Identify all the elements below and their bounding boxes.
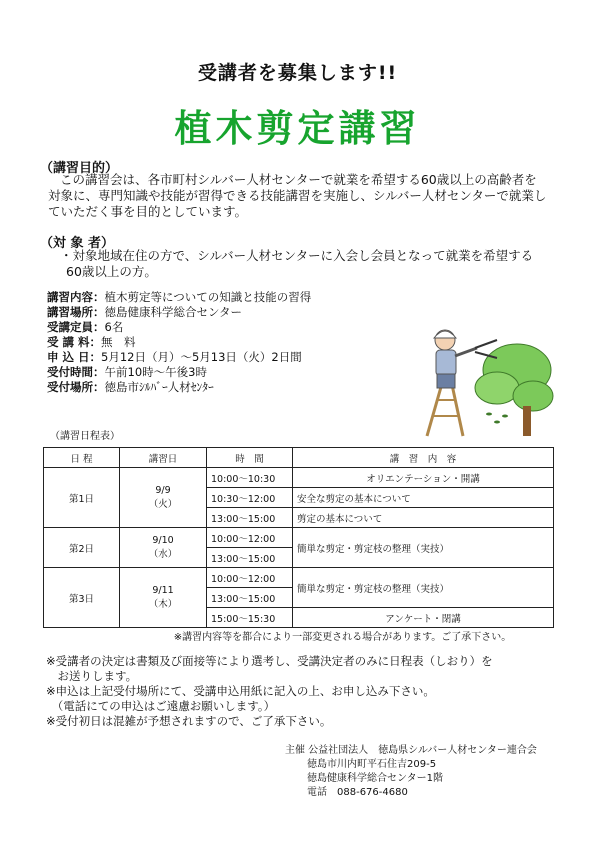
info-row-content: 講習内容：植木剪定等についての知識と技能の習得: [47, 290, 312, 304]
day-cell: 第3日: [44, 568, 120, 628]
table-row: [44, 528, 554, 548]
date-cell: 9/11 （木）: [120, 568, 207, 628]
info-row-reception: 受付場所：徳島市ｼﾙﾊﾞｰ人材ｾﾝﾀｰ: [47, 380, 214, 394]
time-cell: 13:00～15:00: [207, 548, 293, 568]
info-row-capacity: 受講定員：6名: [47, 320, 124, 334]
schedule-table: [43, 447, 554, 628]
info-row-hours: 受付時間：午前10時～午後3時: [47, 365, 207, 379]
time-cell: 10:00～10:30: [207, 468, 293, 488]
schedule-change-note: ※講習内容等を都合により一部変更される場合があります。ご了承下さい。: [173, 632, 512, 643]
time-cell: 10:00～12:00: [207, 528, 293, 548]
organizer-address: 徳島市川内町平石住吉209-5: [307, 759, 437, 770]
target-line-1: ・対象地域在住の方で、シルバー人材センターに入会し会員となって就業を希望する: [60, 248, 534, 263]
purpose-line-3: ていただく事を目的としています。: [48, 204, 248, 219]
header-content: 講 習 内 容: [293, 448, 554, 468]
target-heading: （対 象 者）: [40, 236, 115, 251]
info-row-place: 講習場所：徳島健康科学総合センター: [47, 305, 243, 319]
date-cell: 9/10 （水）: [120, 528, 207, 568]
note-line-4: （電話にての申込はご遠慮お願いします。）: [46, 699, 276, 713]
note-line-2: お送りします。: [46, 669, 138, 683]
content-cell: 簡単な剪定・剪定枝の整理（実技）: [293, 568, 554, 608]
header-day: 日 程: [44, 448, 120, 468]
day-cell: 第2日: [44, 528, 120, 568]
time-cell: 13:00～15:00: [207, 588, 293, 608]
content-cell: アンケート・閉講: [293, 608, 554, 628]
content-cell: 安全な剪定の基本について: [293, 488, 554, 508]
course-info: [47, 290, 311, 395]
date-cell: 9/9 （火）: [120, 468, 207, 528]
recruit-subtitle: 受講者を募集します!!: [197, 62, 398, 84]
gardener-pruning-illustration: [405, 318, 555, 438]
schedule-title: （講習日程表）: [50, 431, 120, 442]
note-line-3: ※申込は上記受付場所にて、受講申込用紙に記入の上、お申し込み下さい。: [46, 684, 435, 698]
info-row-fee: 受 講 料：無 料: [47, 335, 136, 349]
purpose-heading: （講習目的）: [40, 161, 119, 176]
organizer-info: [285, 744, 537, 800]
table-row: [44, 568, 554, 588]
time-cell: 10:30～12:00: [207, 488, 293, 508]
schedule-header-row: [44, 448, 554, 468]
organizer-phone: 電話 088-676-4680: [307, 787, 408, 798]
header-time: 時 間: [207, 448, 293, 468]
table-row: [44, 468, 554, 488]
note-line-5: ※受付初日は混雑が予想されますので、ご了承下さい。: [46, 714, 332, 728]
notes-block: [46, 654, 493, 729]
purpose-line-2: 対象に、専門知識や技能が習得できる技能講習を実施し、シルバー人材センターで就業し: [48, 188, 547, 203]
day-cell: 第1日: [44, 468, 120, 528]
info-row-apply-date: 申 込 日：5月12日（月）～5月13日（火）2日間: [47, 350, 302, 364]
purpose-line-1: この講習会は、各市町村シルバー人材センターで就業を希望する60歳以上の高齢者を: [60, 172, 537, 187]
note-line-1: ※受講者の決定は書類及び面接等により選考し、受講決定者のみに日程表（しおり）を: [46, 654, 493, 668]
target-text: [60, 248, 580, 280]
purpose-text: [48, 172, 578, 220]
time-cell: 13:00～15:00: [207, 508, 293, 528]
content-cell: 剪定の基本について: [293, 508, 554, 528]
organizer-name: 主催 公益社団法人 徳島県シルバー人材センター連合会: [285, 745, 537, 756]
content-cell: オリエンテーション・開講: [293, 468, 554, 488]
target-line-2: 60歳以上の方。: [66, 264, 157, 279]
organizer-building: 徳島健康科学総合センター1階: [307, 773, 443, 784]
course-title: 植木剪定講習: [174, 107, 421, 150]
time-cell: 10:00～12:00: [207, 568, 293, 588]
header-date: 講習日: [120, 448, 207, 468]
content-cell: 簡単な剪定・剪定枝の整理（実技）: [293, 528, 554, 568]
time-cell: 15:00～15:30: [207, 608, 293, 628]
